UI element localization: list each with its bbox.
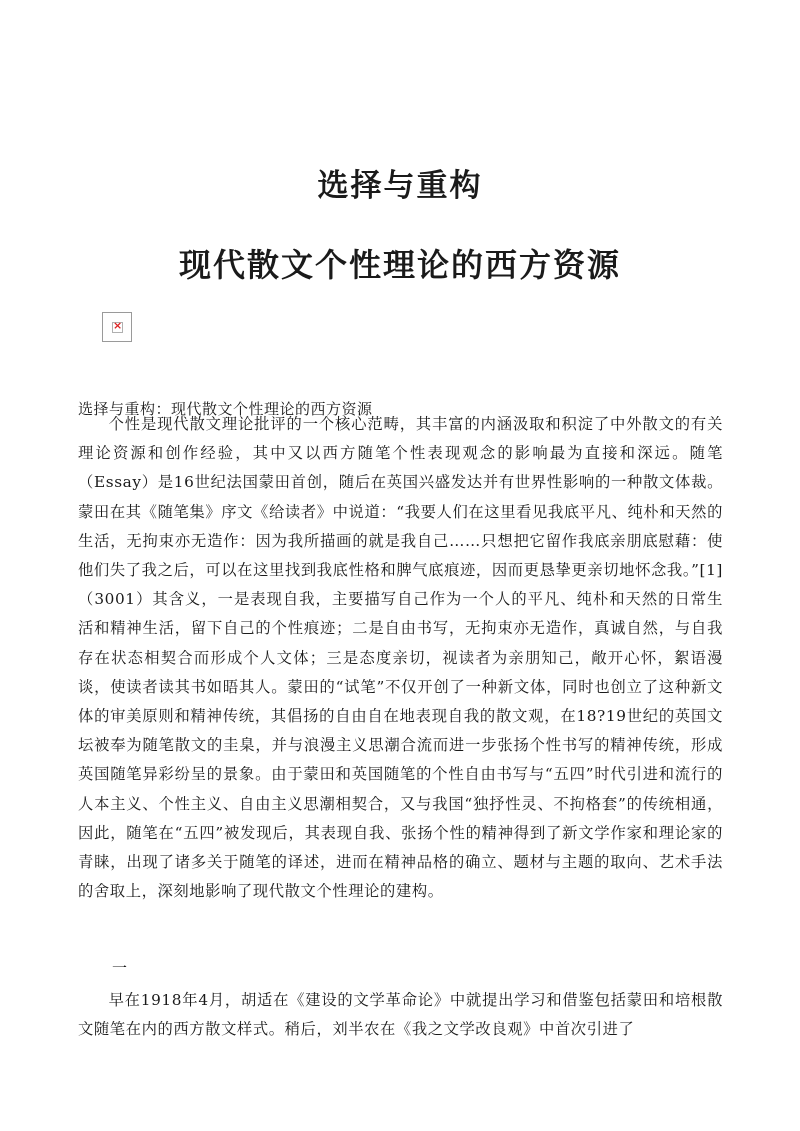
section-number: 一 — [112, 959, 128, 977]
broken-image-icon: × — [102, 312, 132, 342]
paragraph-2-text: 早在1918年4月，胡适在《建设的文学革命论》中就提出学习和借鉴包括蒙田和培根散文随笔在内的西方散文样式。稍后，刘半农在《我之文学改良观》中首次引进了 — [78, 991, 723, 1039]
section-heading: 选择与重构：现代散文个性理论的西方资源 — [78, 400, 373, 418]
paragraph-2 — [78, 986, 723, 1044]
paragraph-1-text: 个性是现代散文理论批评的一个核心范畴，其丰富的内涵汲取和积淀了中外散文的有关理论资源和创作经验，其中又以西方随笔个性表现观念的影响最为直接和深远。随笔（Essay）是16世纪法国蒙田首创，随后在英国兴盛发达并有世界性影响的一种散文体裁。蒙田在其《随笔集》序文《给读者》中说道：“我要人们在这里看见我底平凡、纯朴和天然的生活，无拘束亦无造作：因为我所描画的就是我自己……只想把它留作我底亲朋底慰藉：使他们失了我之后，可以在这里找到我底性格和脾气底痕迹，因而更恳挚更亲切地怀念我。”[1]（3001）其含义，一是表现自我，主要描写自己作为一个人的平凡、纯朴和天然的日常生活和精神生活，留下自己的个性痕迹；二是自由书写，无拘束亦无造作，真诚自然，与自我存在状态相契合而形成个人文体；三是态度亲切，视读者为亲朋知己，敞开心怀，絮语漫谈，使读者读其书如晤其人。蒙田的“试笔”不仅开创了一种新文体，同时也创立了这种新文体的审美原则和精神传统，其倡扬的自由自在地表现自我的散文观，在18?19世纪的英国文坛被奉为随笔散文的圭臬，并与浪漫主义思潮合流而进一步张扬个性书写的精神传统，形成英国随笔异彩纷呈的景象。由于蒙田和英国随笔的个性自由书写与“五四”时代引进和流行的人本主义、个性主义、自由主义思潮相契合，又与我国“独抒性灵、不拘格套”的传统相通，因此，随笔在“五四”被发现后，其表现自我、张扬个性的精神得到了新文学作家和理论家的青睐，出现了诸多关于随笔的译述，进而在精神品格的确立、题材与主题的取向、艺术手法的舍取上，深刻地影响了现代散文个性理论的建构。 — [78, 415, 723, 901]
document-title: 选择与重构 — [317, 168, 483, 204]
paragraph-1 — [78, 410, 723, 906]
document-subtitle: 现代散文个性理论的西方资源 — [178, 246, 621, 284]
